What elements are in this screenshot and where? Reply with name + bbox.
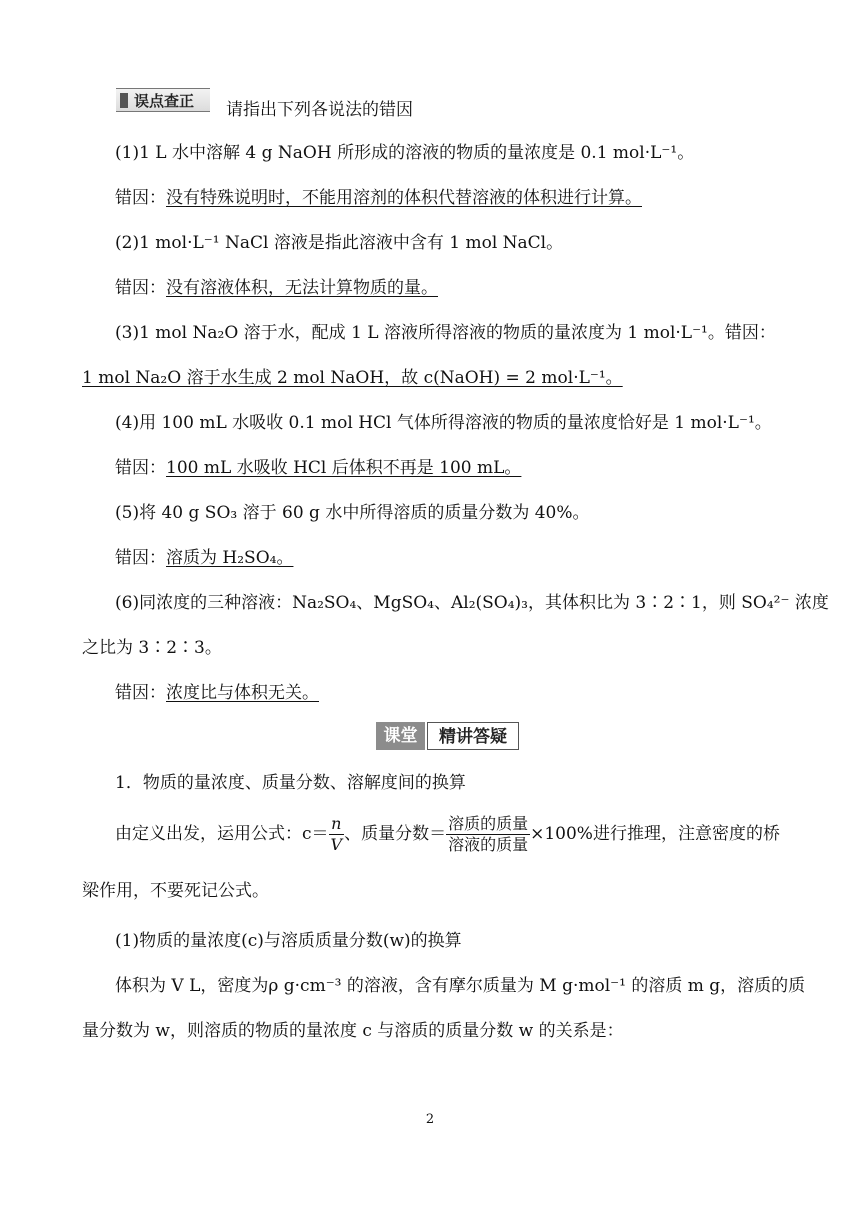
formula-line-2: 梁作用，不要死记公式。 bbox=[82, 881, 269, 901]
reason-text: 没有溶液体积，无法计算物质的量。 bbox=[166, 278, 438, 298]
fraction-mass: $\frac{\text{溶质的质量}}{\text{溶液的质量}}$ bbox=[448, 814, 529, 854]
item-2-statement: (2)1 mol·L⁻¹ NaCl 溶液是指此溶液中含有 1 mol NaCl。 bbox=[115, 233, 564, 253]
lecture-badge-right: 精讲答疑 bbox=[427, 722, 519, 750]
item-5-statement: (5)将 40 g SO₃ 溶于 60 g 水中所得溶质的质量分数为 40%。 bbox=[115, 503, 590, 523]
paragraph-line-2: 量分数为 w，则溶质的物质的量浓度 c 与溶质的质量分数 w 的关系是： bbox=[82, 1021, 624, 1041]
item-6-statement-line2: 之比为 3∶2∶3。 bbox=[82, 638, 222, 658]
page-number: 2 bbox=[425, 1112, 435, 1127]
reason-label: 错因： bbox=[115, 548, 166, 568]
reason-label: 错因： bbox=[115, 458, 166, 478]
item-4-reason bbox=[115, 455, 521, 481]
item-4-statement: (4)用 100 mL 水吸收 0.1 mol HCl 气体所得溶液的物质的量浓度恰好是 1 mol·L⁻¹。 bbox=[115, 413, 772, 433]
reason-text: 浓度比与体积无关。 bbox=[166, 683, 319, 703]
reason-label: 错因： bbox=[115, 278, 166, 298]
item-1-statement: (1)1 L 水中溶解 4 g NaOH 所形成的溶液的物质的量浓度是 0.1 mol·L⁻¹。 bbox=[115, 143, 695, 163]
item-1-reason bbox=[115, 185, 642, 211]
reason-text: 没有特殊说明时，不能用溶剂的体积代替溶液的体积进行计算。 bbox=[166, 188, 642, 208]
item-6-statement-line1: (6)同浓度的三种溶液：Na₂SO₄、MgSO₄、Al₂(SO₄)₃，其体积比为 3∶2∶1，则 SO₄²⁻ 浓度 bbox=[115, 593, 829, 613]
lecture-title: 1．物质的量浓度、质量分数、溶解度间的换算 bbox=[115, 773, 466, 793]
formula-line bbox=[115, 812, 780, 856]
reason-label: 错因： bbox=[115, 683, 166, 703]
paragraph-line-1: 体积为 V L，密度为ρ g·cm⁻³ 的溶液，含有摩尔质量为 M g·mol⁻¹ 的溶质 m g，溶质的质 bbox=[115, 976, 806, 996]
reason-text: 100 mL 水吸收 HCl 后体积不再是 100 mL。 bbox=[166, 458, 522, 478]
formula-intro: 由定义出发，运用公式：c＝ bbox=[115, 824, 329, 844]
item-6-reason bbox=[115, 680, 319, 706]
item-3-statement: (3)1 mol Na₂O 溶于水，配成 1 L 溶液所得溶液的物质的量浓度为 1 mol·L⁻¹。错因： bbox=[115, 323, 776, 343]
item-2-reason bbox=[115, 275, 438, 301]
lecture-badge-left: 课堂 bbox=[376, 722, 425, 750]
formula-mid: 、质量分数＝ bbox=[344, 824, 447, 844]
item-3-reason: 1 mol Na₂O 溶于水生成 2 mol NaOH，故 c(NaOH) = 2 mol·L⁻¹。 bbox=[82, 368, 623, 388]
item-5-reason bbox=[115, 545, 293, 571]
subheading-1: (1)物质的量浓度(c)与溶质质量分数(w)的换算 bbox=[115, 931, 462, 951]
fraction-n-over-v: $\frac{n}{V}$ bbox=[330, 814, 343, 854]
badge-bar-icon bbox=[120, 93, 128, 108]
formula-tail: ×100%进行推理，注意密度的桥 bbox=[530, 824, 780, 844]
reason-label: 错因： bbox=[115, 188, 166, 208]
reason-text: 溶质为 H₂SO₄。 bbox=[166, 548, 294, 568]
section-instruction: 请指出下列各说法的错因 bbox=[226, 100, 413, 120]
section-badge: 误点查正 bbox=[116, 88, 210, 112]
